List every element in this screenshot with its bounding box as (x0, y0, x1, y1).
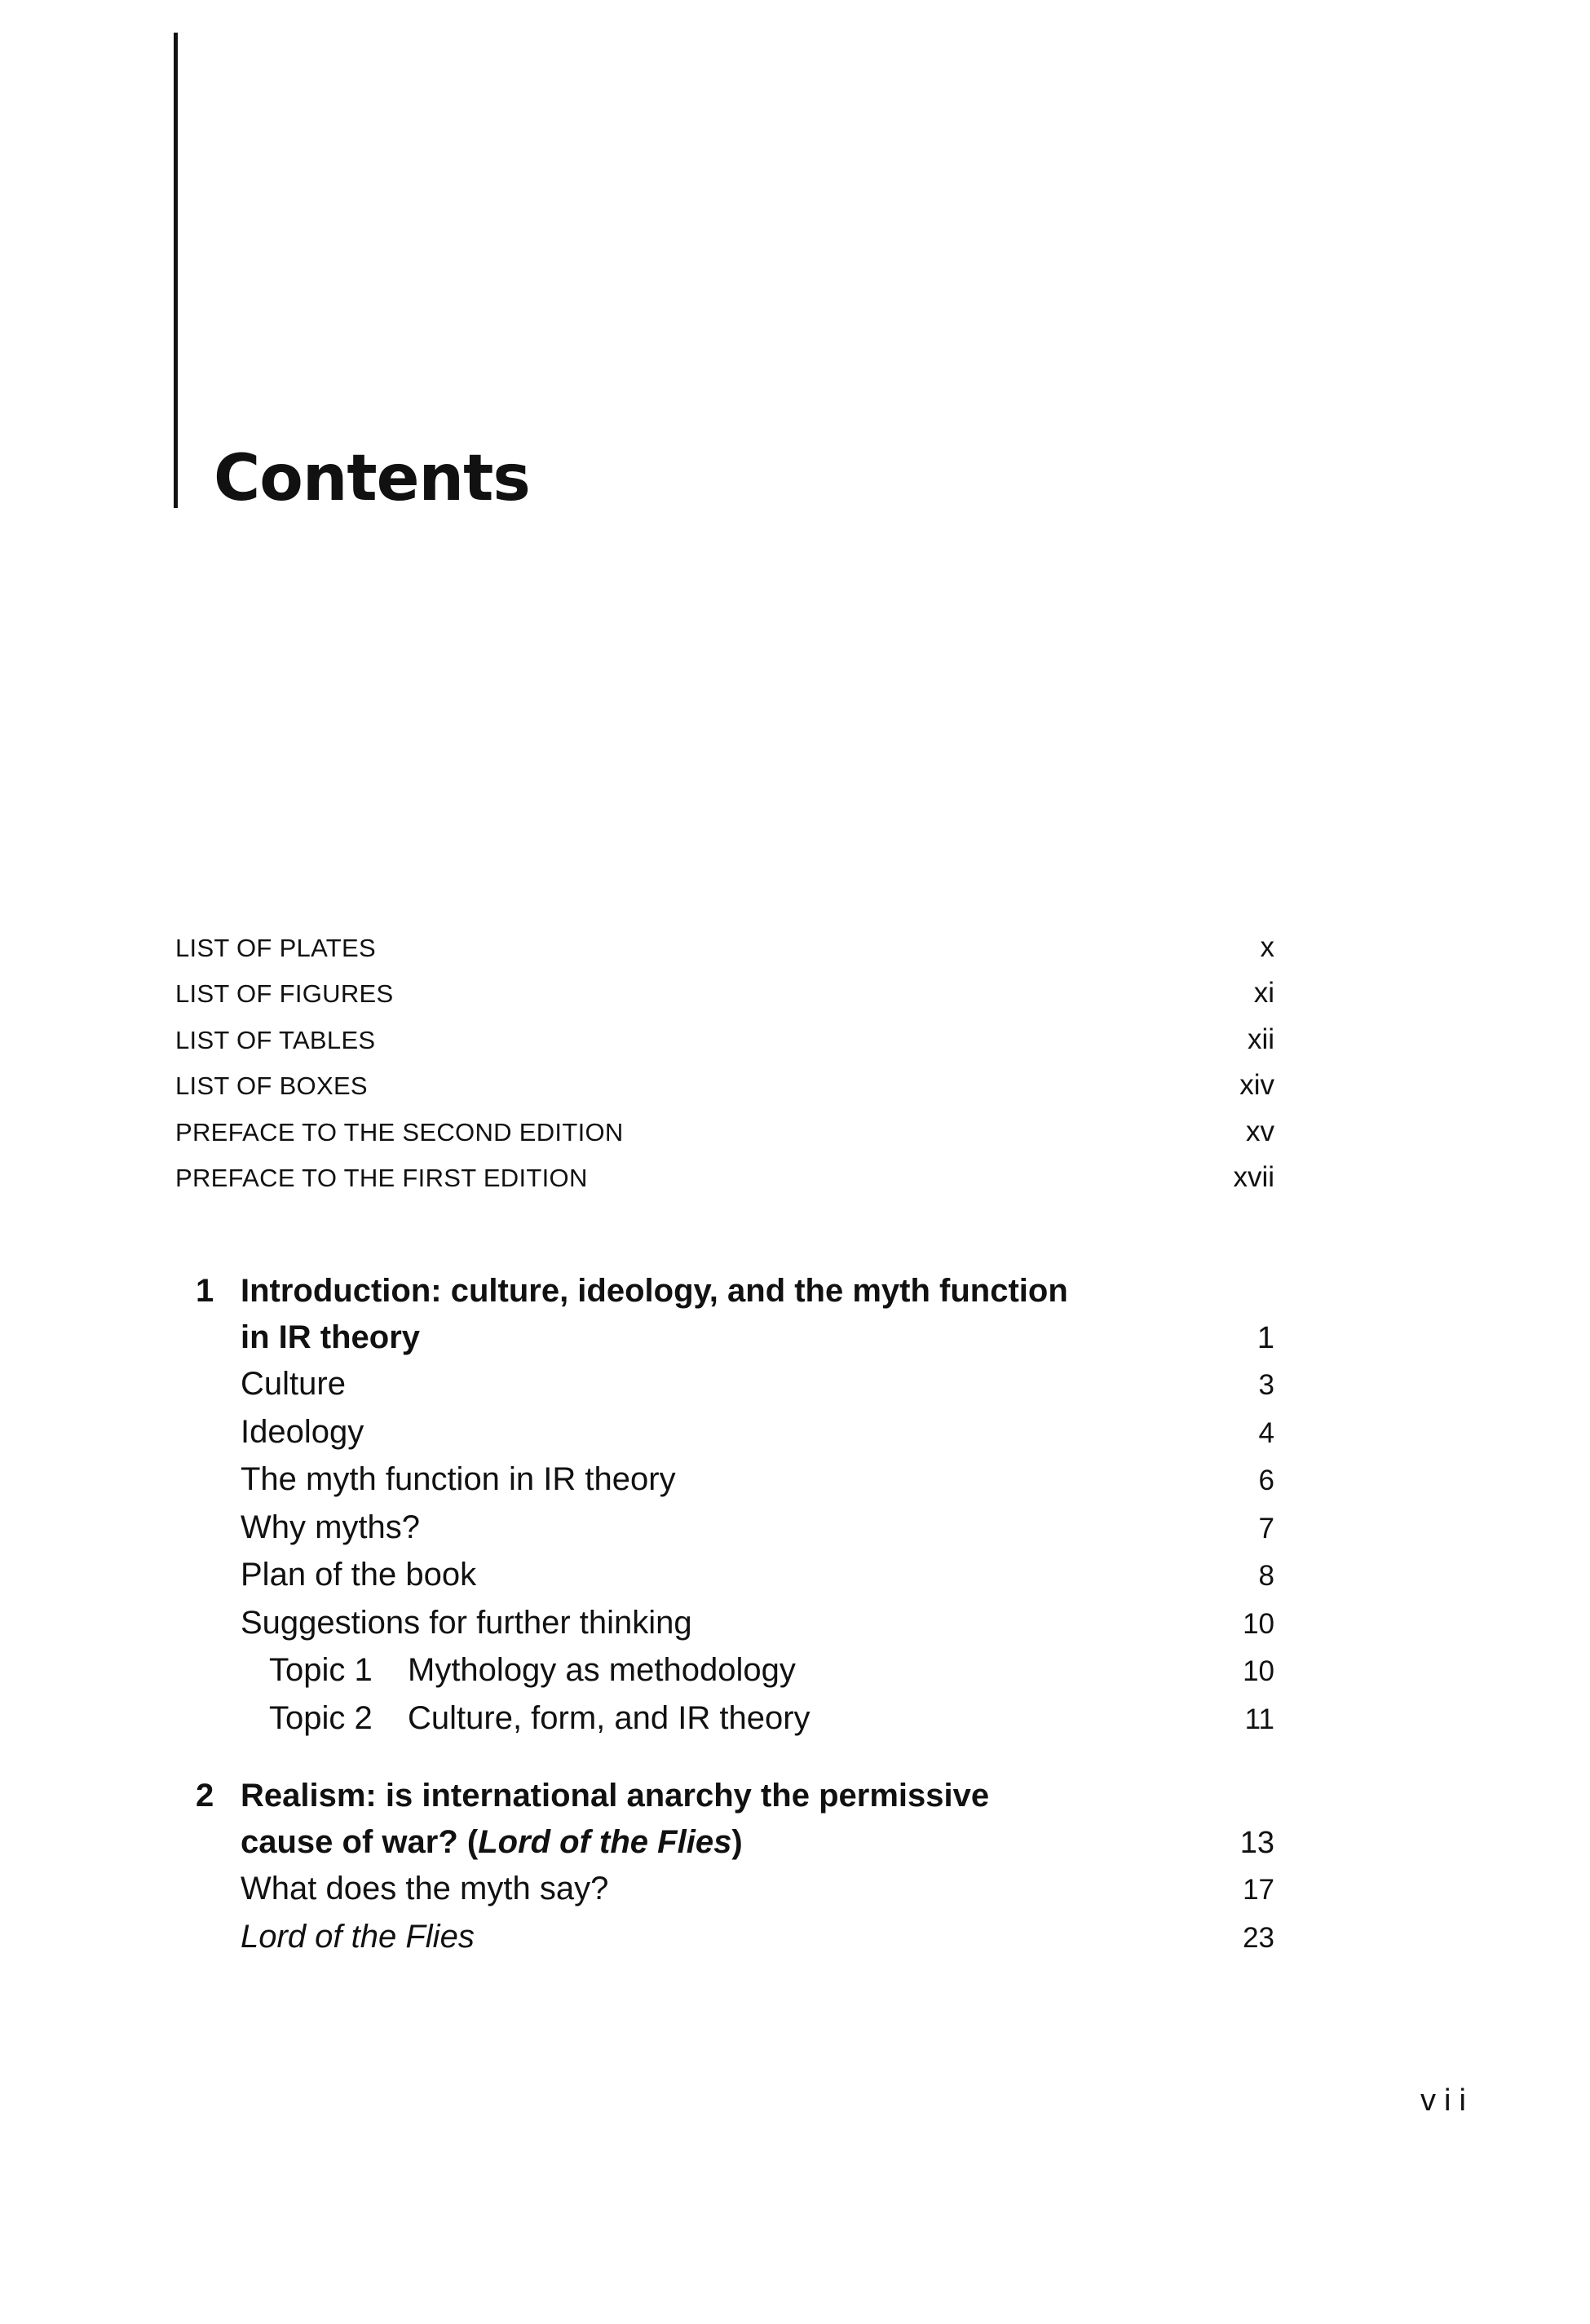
front-matter-page: xii (1247, 1023, 1274, 1055)
section-title: Why myths? (241, 1509, 421, 1545)
chapter-title-text: Introduction: culture, ideology, and the myth function (241, 1273, 1068, 1309)
front-matter-item[interactable] (175, 977, 1274, 1023)
topic-item[interactable] (196, 1695, 1274, 1743)
chapter-title-suffix: ) (731, 1823, 743, 1860)
chapter-title-text: in IR theory (241, 1319, 421, 1355)
section-item[interactable] (196, 1866, 1274, 1914)
front-matter-title: LIST OF PLATES (175, 934, 376, 962)
section-item[interactable] (196, 1600, 1274, 1648)
chapter-number: 1 (196, 1273, 214, 1309)
section-title: Plan of the book (241, 1557, 477, 1593)
chapter-page: 13 (1239, 1825, 1274, 1860)
front-matter-page: x (1260, 931, 1274, 963)
chapter-title-prefix: cause of war? ( (241, 1823, 479, 1860)
chapter-title-line (196, 1773, 1274, 1819)
topic-label: Topic 2 (269, 1699, 373, 1736)
section-item[interactable] (196, 1504, 1274, 1553)
page-number: vii (1420, 2083, 1474, 2118)
front-matter-item[interactable] (175, 931, 1274, 977)
front-matter-page: xi (1253, 977, 1274, 1010)
section-title: Lord of the Flies (241, 1918, 475, 1955)
section-page: 23 (1243, 1921, 1274, 1954)
chapter-title-text: Realism: is international anarchy the permissive (241, 1778, 990, 1814)
front-matter-title: PREFACE TO THE FIRST EDITION (175, 1163, 588, 1192)
front-matter-page: xiv (1239, 1069, 1274, 1102)
front-matter-title: LIST OF TABLES (175, 1025, 376, 1054)
section-title: Ideology (241, 1413, 364, 1450)
topic-page: 11 (1244, 1703, 1274, 1735)
section-page: 17 (1243, 1874, 1274, 1906)
section-item[interactable] (196, 1914, 1274, 1962)
chapter-heading[interactable] (196, 1268, 1274, 1361)
front-matter-item[interactable] (175, 1023, 1274, 1069)
chapter-page: 1 (1257, 1320, 1274, 1355)
topic-title: Mythology as methodology (408, 1652, 796, 1688)
page-title: Contents (214, 442, 530, 515)
section-title: Suggestions for further thinking (241, 1604, 692, 1641)
section-page: 4 (1258, 1416, 1274, 1449)
section-title: The myth function in IR theory (241, 1461, 676, 1497)
chapter-title-line (196, 1314, 1274, 1362)
chapter-number: 2 (196, 1778, 214, 1814)
chapter-title-italic: Lord of the Flies (478, 1823, 732, 1860)
section-page: 7 (1258, 1512, 1274, 1544)
front-matter-title: LIST OF BOXES (175, 1071, 368, 1101)
front-matter-page: xvii (1233, 1160, 1274, 1193)
section-page: 10 (1243, 1607, 1274, 1640)
front-matter-item[interactable] (175, 1161, 1274, 1207)
chapter-1 (196, 1268, 1274, 1743)
chapter-heading[interactable] (196, 1773, 1274, 1866)
topic-title: Culture, form, and IR theory (408, 1699, 810, 1736)
chapter-title-line (196, 1819, 1274, 1867)
topic-page: 10 (1243, 1655, 1274, 1687)
front-matter-list (175, 931, 1274, 1207)
section-item[interactable] (196, 1456, 1274, 1504)
section-title: Culture (241, 1366, 346, 1402)
topic-label: Topic 1 (269, 1652, 373, 1688)
front-matter-item[interactable] (175, 1069, 1274, 1115)
vertical-rule (174, 33, 178, 508)
section-item[interactable] (196, 1552, 1274, 1600)
section-page: 3 (1258, 1369, 1274, 1401)
section-page: 6 (1258, 1465, 1274, 1496)
chapter-2 (196, 1773, 1274, 1961)
section-page: 8 (1258, 1560, 1274, 1592)
section-item[interactable] (196, 1409, 1274, 1457)
chapter-title-line (196, 1268, 1274, 1314)
topic-item[interactable] (196, 1647, 1274, 1695)
front-matter-title: LIST OF FIGURES (175, 979, 394, 1009)
topic-entry (269, 1647, 796, 1694)
section-title: What does the myth say? (241, 1871, 609, 1906)
front-matter-page: xv (1246, 1115, 1274, 1147)
chapter-title-text (241, 1819, 743, 1866)
section-item[interactable] (196, 1361, 1274, 1409)
front-matter-title: PREFACE TO THE SECOND EDITION (175, 1117, 624, 1147)
front-matter-item[interactable] (175, 1116, 1274, 1161)
topic-entry (269, 1695, 810, 1742)
